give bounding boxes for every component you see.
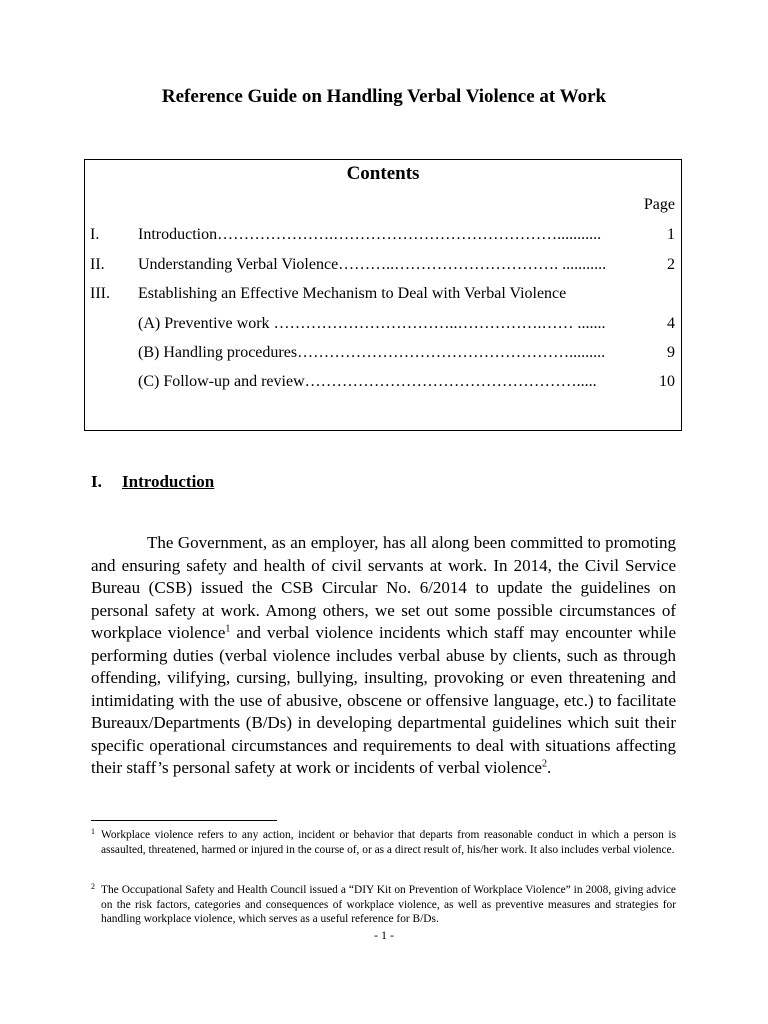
toc-entry-page: 10 <box>657 371 675 393</box>
toc-entry-page: 9 <box>665 342 675 364</box>
toc-entry-page: 2 <box>665 254 675 276</box>
section-label: Introduction <box>122 472 215 491</box>
footnote-text: The Occupational Safety and Health Council issued a “DIY Kit on Prevention of Workplace Violence” in 2008, giving advice on the risk factors, categories and consequences of workplace violence, as well as preventive measures and strategies for handling workplace violence, which serves as a useful reference for B/Ds. <box>101 884 676 925</box>
footnote-ref-2[interactable]: 2 <box>541 758 547 770</box>
toc-entry-text: (C) Follow-up and review……………………………………………..... <box>138 373 597 390</box>
toc-entry-mechanism[interactable] <box>90 283 675 305</box>
toc-entry-number: II. <box>90 256 105 273</box>
footnote-2 <box>91 883 676 927</box>
toc-entry-page: 4 <box>665 313 675 335</box>
section-heading-introduction <box>91 472 214 492</box>
contents-heading: Contents <box>346 163 420 184</box>
footnote-mark: 1 <box>91 827 95 836</box>
toc-entry-handling-procedures[interactable] <box>90 342 675 364</box>
toc-entry-number: III. <box>90 285 110 302</box>
footnote-text: Workplace violence refers to any action, incident or behavior that departs from reasonable conduct in which a person is assaulted, threatened, harmed or injured in the course of, or as a direct result of, his/her work. It also includes verbal violence. <box>101 829 676 856</box>
contents-box <box>84 159 682 431</box>
contents-page-label: Page <box>643 196 675 213</box>
footnote-mark: 2 <box>91 882 95 891</box>
footnote-separator <box>91 820 277 821</box>
toc-entry-text: Establishing an Effective Mechanism to Deal with Verbal Violence <box>138 285 567 302</box>
toc-entry-number: I. <box>90 226 100 243</box>
toc-entry-follow-up[interactable] <box>90 371 675 393</box>
toc-entry-text: (B) Handling procedures……………………………………………......... <box>138 344 606 361</box>
toc-entry-text: (A) Preventive work ……………………………..…………….…… ....... <box>138 315 606 332</box>
page-number: - 1 - <box>374 928 394 942</box>
paragraph-text-part1: The Government, as an employer, has all along been committed to promoting and ensuring safety and health of civil servants at work. In 2014, the Civil Service Bureau (CSB) issued the CSB Circular No. 6/2014 to update the guidelines on personal safety at work. Among others, we set out some possible circumstances of workplace violence <box>91 533 676 642</box>
paragraph-text-end: . <box>546 758 552 777</box>
section-number: I. <box>91 472 102 491</box>
paragraph-text-part2: and verbal violence incidents which staff may encounter while performing duties (verbal violence includes verbal abuse by clients, such as through offending, vilifying, cursing, bullying, insulting, provoking or even threatening and intimidating with the use of abusive, obscene or offensive language, etc.) to facilitate Bureaux/Departments (B/Ds) in developing departmental guidelines which suit their specific operational circumstances and requirements to deal with situations affecting their staff’s personal safety at work or incidents of verbal violence <box>91 623 677 777</box>
document-title: Reference Guide on Handling Verbal Violence at Work <box>161 86 607 107</box>
toc-entry-text: Introduction………………….……………………………………........... <box>138 226 602 243</box>
toc-entry-preventive-work[interactable] <box>90 313 675 335</box>
toc-entry-understanding[interactable] <box>90 254 675 276</box>
toc-entry-page: 1 <box>665 224 675 246</box>
toc-entry-introduction[interactable] <box>90 224 675 246</box>
footnote-1 <box>91 828 676 857</box>
toc-entry-text: Understanding Verbal Violence………..…………………………. ........... <box>138 256 607 273</box>
footnote-ref-1[interactable]: 1 <box>225 623 231 635</box>
introduction-paragraph <box>91 532 676 780</box>
